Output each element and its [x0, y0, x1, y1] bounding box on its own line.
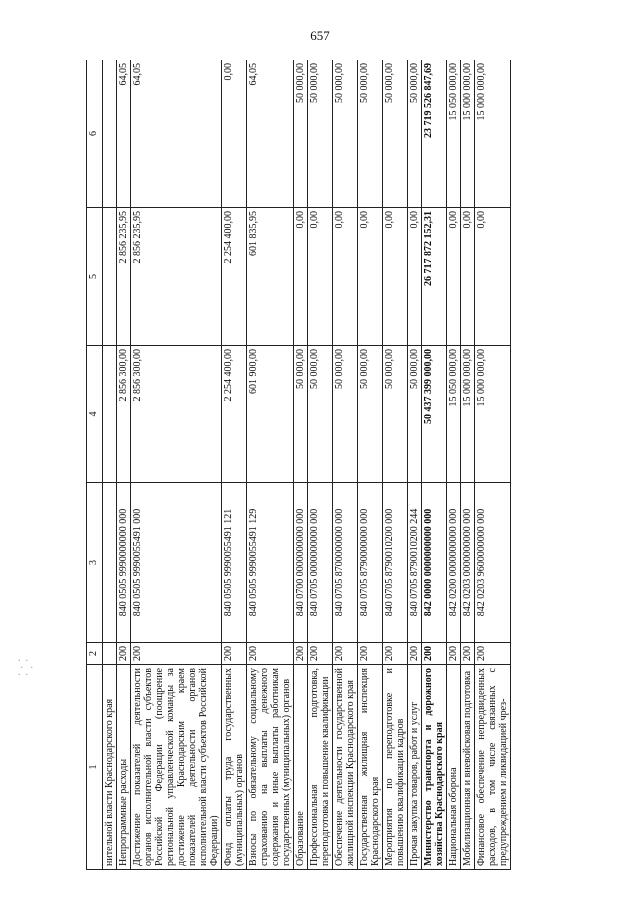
row-group: 200	[333, 643, 358, 665]
row-value-5: 0,00	[358, 208, 383, 346]
row-code: 842 0203 9600000000 000	[475, 483, 511, 643]
table-row	[308, 60, 333, 870]
row-name: Непрограммные расходы	[117, 665, 131, 870]
row-value-6: 64,05	[131, 60, 222, 208]
row-value-4: 50 000,00	[308, 346, 333, 483]
row-value-5: 0,00	[461, 208, 475, 346]
row-value-4: 2 856 300,00	[117, 346, 131, 483]
row-name: Достижение показателей деятельности органов исполнительной власти субъектов Российской Федерации (поощрение региональной управленческой команды за достижение Краснодарским краем показателей деятельности органов исполнительной власти субъектов Российской Федерации)	[131, 665, 222, 870]
table-row	[358, 60, 383, 870]
row-value-4: 50 000,00	[358, 346, 383, 483]
row-group: 200	[117, 643, 131, 665]
row-value-6: 15 000 000,00	[475, 60, 511, 208]
row-value-6: 50 000,00	[294, 60, 308, 208]
row-value-4: 50 000,00	[333, 346, 358, 483]
row-code: 840 0505 9990055491 129	[247, 483, 294, 643]
row-name: Мероприятия по переподготовке и повышению квалификации кадров	[383, 665, 408, 870]
row-name: Мобилизационная и вневойсковая подготовка	[461, 665, 475, 870]
row-value-5: 0,00	[383, 208, 408, 346]
row-value-5: 0,00	[294, 208, 308, 346]
row-value-5: 26 717 872 152,31	[422, 208, 447, 346]
row-name: Образование	[294, 665, 308, 870]
row-value-6: 50 000,00	[333, 60, 358, 208]
row-value-6: 50 000,00	[408, 60, 422, 208]
row-code: 840 0505 9990055491 000	[131, 483, 222, 643]
row-value-6: 50 000,00	[383, 60, 408, 208]
row-group: 200	[222, 643, 247, 665]
row-name: Взносы по обязательному социальному страхованию на выплаты денежного содержания и иные выплаты работникам государственных (муниципальных) органов	[247, 665, 294, 870]
row-value-4: 15 050 000,00	[447, 346, 461, 483]
row-value-6	[103, 60, 117, 208]
row-value-4: 2 254 400,00	[222, 346, 247, 483]
row-name: Фонд оплаты труда государственных (муниципальных) органов	[222, 665, 247, 870]
row-value-4: 15 000 000,00	[461, 346, 475, 483]
row-value-5: 2 254 400,00	[222, 208, 247, 346]
page-number: 657	[310, 28, 330, 43]
row-name: Национальная оборона	[447, 665, 461, 870]
row-value-6: 50 000,00	[308, 60, 333, 208]
rotated-table-frame	[86, 60, 612, 870]
row-value-5: 0,00	[408, 208, 422, 346]
margin-marks: . . . . . .	[18, 653, 33, 678]
row-group: 200	[461, 643, 475, 665]
table-row	[461, 60, 475, 870]
row-name: нительной власти Краснодарского края	[103, 665, 117, 870]
row-value-6: 15 000 000,00	[461, 60, 475, 208]
budget-table	[86, 60, 511, 870]
row-value-6: 64,05	[247, 60, 294, 208]
column-header-6: 6	[87, 60, 103, 208]
table-row	[222, 60, 247, 870]
row-code: 840 0505 9990000000 000	[117, 483, 131, 643]
row-value-5: 0,00	[447, 208, 461, 346]
row-code: 840 0700 0000000000 000	[294, 483, 308, 643]
row-name: Финансовое обеспечение непредвиденных расходов, в том числе связанных с предупреждением и ликвидацией чрез-	[475, 665, 511, 870]
column-header-2: 2	[87, 643, 103, 665]
row-code: 840 0705 8700000000 000	[333, 483, 358, 643]
column-header-3: 3	[87, 483, 103, 643]
header-row	[87, 60, 103, 870]
row-group: 200	[131, 643, 222, 665]
table-row	[333, 60, 358, 870]
row-value-6: 15 050 000,00	[447, 60, 461, 208]
row-code: 842 0203 0000000000 000	[461, 483, 475, 643]
row-code: 840 0505 9990055491 121	[222, 483, 247, 643]
row-value-4: 15 000 000,00	[475, 346, 511, 483]
row-group: 200	[475, 643, 511, 665]
row-code: 840 0705 8790000000 000	[358, 483, 383, 643]
row-code: 842 0000 0000000000 000	[422, 483, 447, 643]
rotated-table-area	[86, 60, 612, 870]
row-value-6: 0,00	[222, 60, 247, 208]
table-row	[408, 60, 422, 870]
row-value-6: 64,05	[117, 60, 131, 208]
row-group: 200	[308, 643, 333, 665]
row-code: 840 0705 0000000000 000	[308, 483, 333, 643]
row-group: 200	[383, 643, 408, 665]
row-code: 840 0705 8790010200 244	[408, 483, 422, 643]
row-name: Государственная жилищная инспекция Краснодарского края	[358, 665, 383, 870]
row-group: 200	[408, 643, 422, 665]
row-value-5: 0,00	[333, 208, 358, 346]
row-group: 200	[422, 643, 447, 665]
table-row	[383, 60, 408, 870]
table-row	[103, 60, 117, 870]
row-value-5	[103, 208, 117, 346]
column-header-5: 5	[87, 208, 103, 346]
table-row	[475, 60, 511, 870]
table-row	[447, 60, 461, 870]
row-value-4	[103, 346, 117, 483]
row-value-4: 50 000,00	[383, 346, 408, 483]
table-row	[131, 60, 222, 870]
row-group	[103, 643, 117, 665]
row-value-5: 0,00	[475, 208, 511, 346]
row-value-6: 50 000,00	[358, 60, 383, 208]
row-value-4: 601 900,00	[247, 346, 294, 483]
row-group: 200	[294, 643, 308, 665]
row-code	[103, 483, 117, 643]
row-group: 200	[247, 643, 294, 665]
row-value-6: 23 719 526 847,69	[422, 60, 447, 208]
row-value-4: 50 437 399 000,00	[422, 346, 447, 483]
table-row	[294, 60, 308, 870]
row-value-4: 50 000,00	[294, 346, 308, 483]
row-value-5: 0,00	[308, 208, 333, 346]
row-group: 200	[358, 643, 383, 665]
row-value-4: 50 000,00	[408, 346, 422, 483]
row-name: Министерство транспорта и дорожного хозяйства Краснодарского края	[422, 665, 447, 870]
row-name: Прочая закупка товаров, работ и услуг	[408, 665, 422, 870]
table-row	[422, 60, 447, 870]
row-code: 840 0705 8790010200 000	[383, 483, 408, 643]
row-value-5: 2 856 235,95	[131, 208, 222, 346]
row-name: Обеспечение деятельности государственной жилищной инспекции Краснодарского края	[333, 665, 358, 870]
row-code: 842 0200 0000000000 000	[447, 483, 461, 643]
table-row	[247, 60, 294, 870]
table-row	[117, 60, 131, 870]
row-value-5: 601 835,95	[247, 208, 294, 346]
row-group: 200	[447, 643, 461, 665]
column-header-4: 4	[87, 346, 103, 483]
row-name: Профессиональная подготовка, переподготовка и повышение квалификации	[308, 665, 333, 870]
row-value-4: 2 856 300,00	[131, 346, 222, 483]
row-value-5: 2 856 235,95	[117, 208, 131, 346]
column-header-1: 1	[87, 665, 103, 870]
